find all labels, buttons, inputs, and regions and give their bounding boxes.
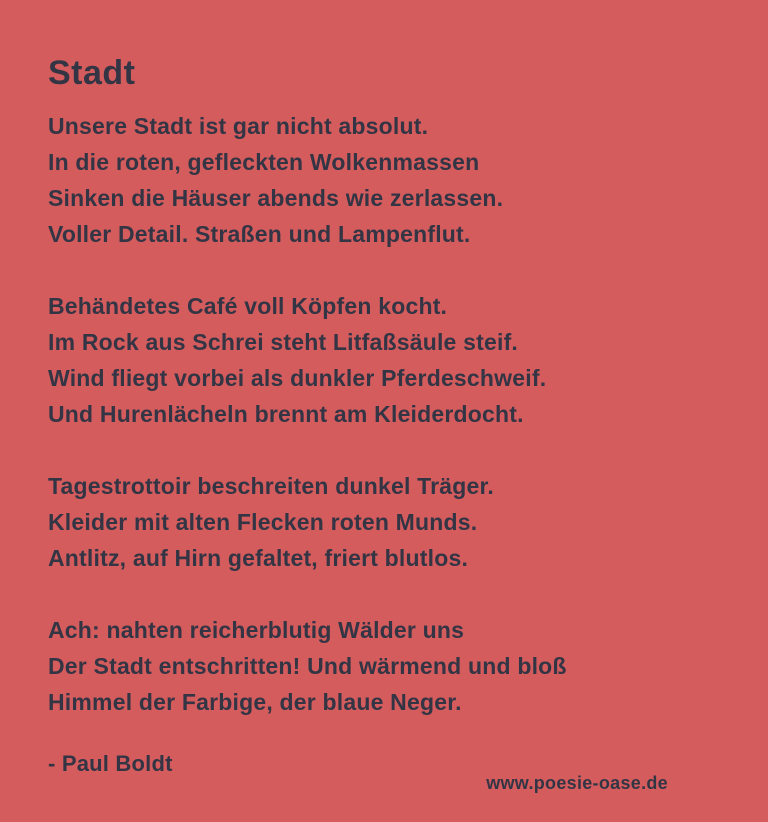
poem-line: Himmel der Farbige, der blaue Neger. bbox=[48, 689, 462, 715]
poem-line: Ach: nahten reicherblutig Wälder uns bbox=[48, 617, 465, 643]
poem-author: - Paul Boldt bbox=[48, 751, 173, 776]
poem-line: Im Rock aus Schrei steht Litfaßsäule steif. bbox=[48, 329, 519, 355]
poem-line: Wind fliegt vorbei als dunkler Pferdeschweif. bbox=[48, 365, 547, 391]
poem-line: Sinken die Häuser abends wie zerlassen. bbox=[48, 185, 504, 211]
stanza-2 bbox=[48, 288, 720, 432]
poem-line: Unsere Stadt ist gar nicht absolut. bbox=[48, 113, 429, 139]
stanza-4 bbox=[48, 612, 720, 720]
watermark-url: www.poesie-oase.de bbox=[486, 773, 668, 793]
poem-line: Behändetes Café voll Köpfen kocht. bbox=[48, 293, 448, 319]
poem-line: Kleider mit alten Flecken roten Munds. bbox=[48, 509, 478, 535]
poem-line: Der Stadt entschritten! Und wärmend und bloß bbox=[48, 653, 567, 679]
poem-line: Tagestrottoir beschreiten dunkel Träger. bbox=[48, 473, 494, 499]
stanza-1 bbox=[48, 108, 720, 252]
poem-title: Stadt bbox=[48, 54, 136, 92]
poem-line: Voller Detail. Straßen und Lampenflut. bbox=[48, 221, 471, 247]
poem-line: Und Hurenlächeln brennt am Kleiderdocht. bbox=[48, 401, 524, 427]
poem-line: Antlitz, auf Hirn gefaltet, friert blutlos. bbox=[48, 545, 469, 571]
stanza-3 bbox=[48, 468, 720, 576]
poem-line: In die roten, gefleckten Wolkenmassen bbox=[48, 149, 480, 175]
